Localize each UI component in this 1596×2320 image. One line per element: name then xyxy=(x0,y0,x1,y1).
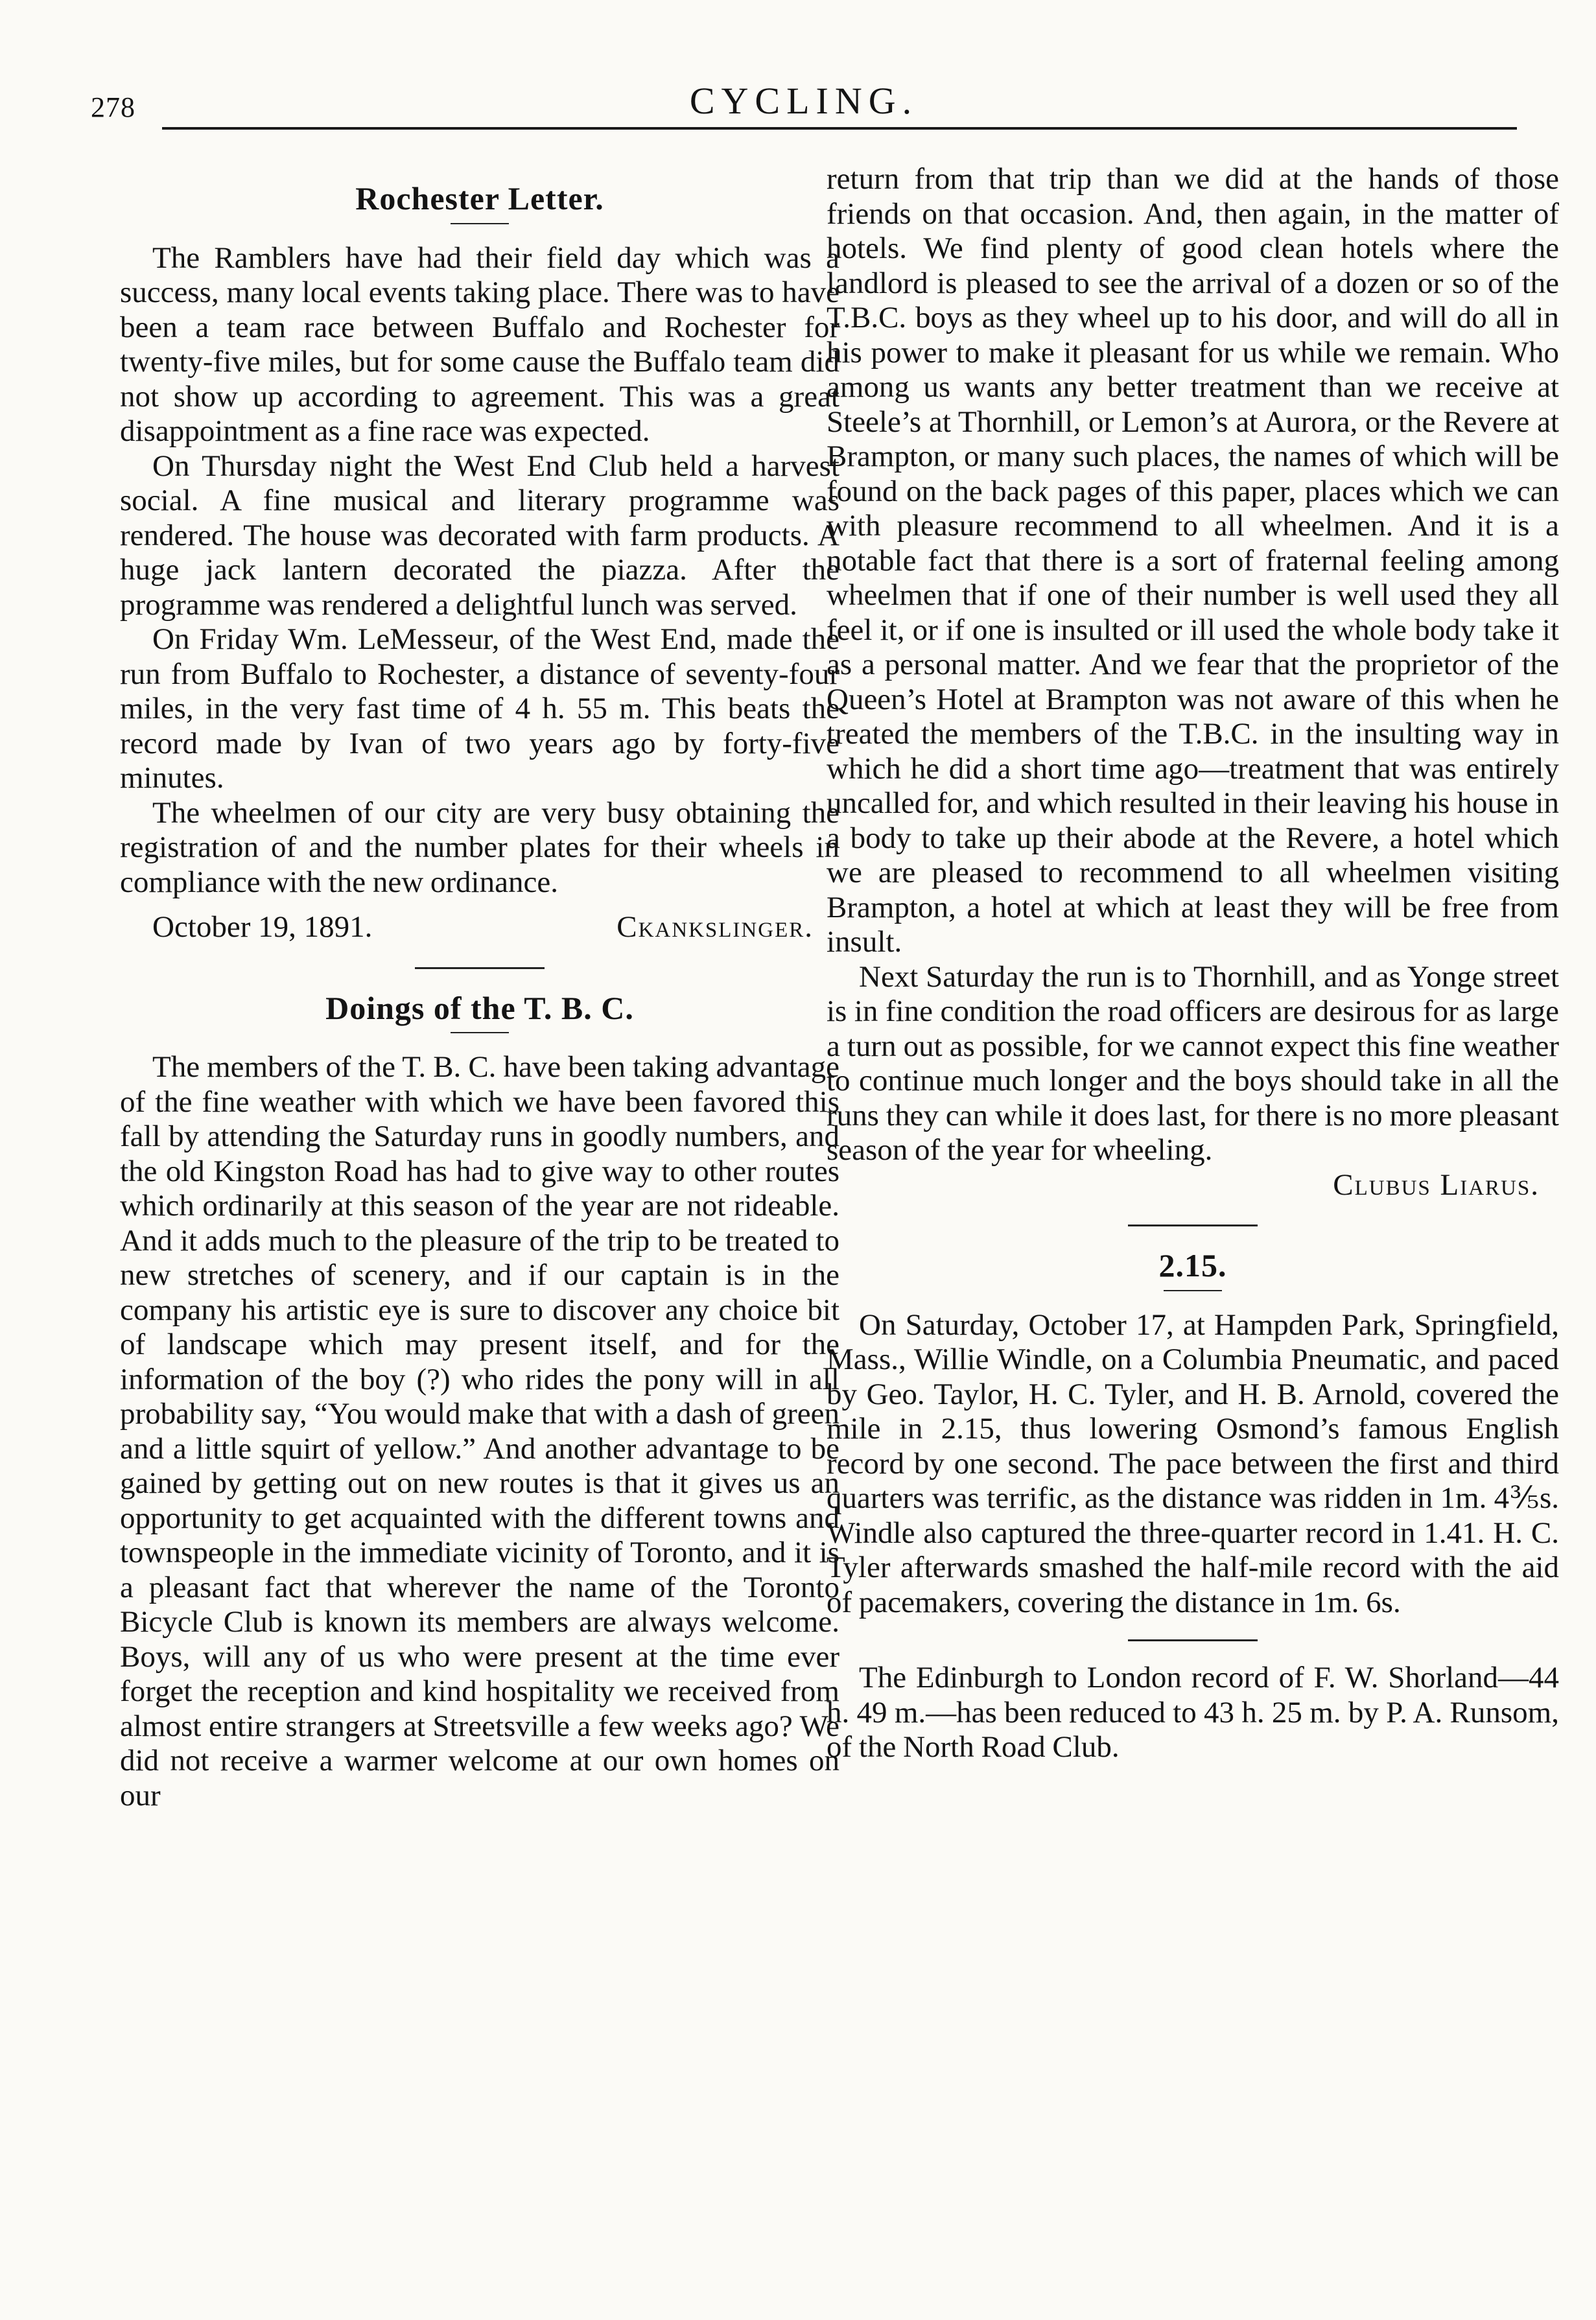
title-divider xyxy=(451,223,509,224)
title-divider xyxy=(1164,1290,1222,1291)
record-paragraph: The Edinburgh to London record of F. W. Shorland—44 h. 49 m.—has been reduced to 43 h. 25 m. by P. A. Runsom, of the North Road Club. xyxy=(827,1661,1559,1764)
title-divider xyxy=(451,1032,509,1033)
header-rule xyxy=(162,127,1517,130)
item-divider xyxy=(1128,1639,1258,1641)
section-divider xyxy=(1128,1224,1258,1226)
section-divider xyxy=(415,967,545,969)
rochester-signoff xyxy=(120,910,839,945)
magazine-title: CYCLING. xyxy=(689,80,919,122)
rochester-signature: Ckankslinger. xyxy=(616,910,814,944)
tbc-paragraph-continued: return from that trip than we did at the hands of those friends on that occasion. And, then again, in the matter of hotels. We find plenty of good clean hotels where the landlord is pleased to see the arrival of a dozen or so of the T.B.C. boys as they wheel up to his door, and will do all in his power to make it pleasant for us while we remain. Who among us wants any better treatment than we receive at Steele’s at Thornhill, or Lemon’s at Aurora, or the Revere at Brampton, or many such places, the names of which will be found on the back pages of this paper, places which we can with pleasure recommend to all wheelmen. And it is a notable fact that there is a sort of fraternal feeling among wheelmen that if one of their number is well used they all feel it, or if one is insulted or ill used the whole body take it as a personal matter. And we fear that the proprietor of the Queen’s Hotel at Brampton was not aware of this when he treated the members of the T.B.C. in the insulting way in which he did a short time ago—treatment that was entirely uncalled for, and which resulted in their leaving his house in a body to take up their abode at the Revere, a hotel which we are pleased to recommend to all wheelmen visiting Brampton, a hotel at which at least they will be free from insult. xyxy=(827,162,1559,959)
record-paragraph: On Saturday, October 17, at Hampden Park, Springfield, Mass., Willie Windle, on a Columbia Pneumatic, and paced by Geo. Taylor, H. C. Tyler, and H. B. Arnold, covered the mile in 2.15, thus lowering Osmond’s famous English record by one second. The pace between the first and third quarters was terrific, as the distance was ridden in 1m. 4⅗s. Windle also captured the three-quarter record in 1.41. H. C. Tyler afterwards smashed the half-mile record with the aid of pacemakers, covering the distance in 1m. 6s. xyxy=(827,1307,1559,1619)
rochester-date: October 19, 1891. xyxy=(152,910,373,944)
tbc-paragraph: Next Saturday the run is to Thornhill, and as Yonge street is in fine condition the road officers are desirous for as large a turn out as possible, for we cannot expect this fine weather to continue much longer and the boys should take in all the runs they can while it does last, for there is no more pleasant season of the year for wheeling. xyxy=(827,959,1559,1167)
rochester-paragraph: On Thursday night the West End Club held a harvest social. A fine musical and literary programme was rendered. The house was decorated with farm products. A huge jack lantern decorated the piazza. After the programme was rendered a delightful lunch was served. xyxy=(120,449,839,622)
left-column xyxy=(120,162,839,2282)
page-number: 278 xyxy=(91,91,135,123)
record-title: 2.15. xyxy=(1158,1247,1227,1283)
tbc-signature: Clubus Liarus. xyxy=(1333,1167,1540,1202)
rochester-paragraph: The wheelmen of our city are very busy obtaining the registration of and the number plates for their wheels in compliance with the new ordinance. xyxy=(120,795,839,899)
page-header xyxy=(91,60,1517,137)
tbc-title: Doings of the T. B. C. xyxy=(325,989,634,1026)
rochester-letter-title: Rochester Letter. xyxy=(355,180,604,217)
rochester-paragraph: On Friday Wm. LeMesseur, of the West End, made the run from Buffalo to Rochester, a distance of seventy-four miles, in the very fast time of 4 h. 55 m. This beats the record made by Ivan of two years ago by forty-five minutes. xyxy=(120,622,839,795)
right-column xyxy=(827,162,1559,2282)
tbc-paragraph: The members of the T. B. C. have been taking advantage of the fine weather with which we have been favored this fall by attending the Saturday runs in goodly numbers, and the old Kingston Road has had to give way to other routes which ordinarily at this season of the year are not rideable. And it adds much to the pleasure of the trip to be treated to new stretches of scenery, and if our captain is in the company his artistic eye is sure to discover any choice bit of landscape which may present itself, and for the information of the boy (?) who rides the pony will in all probability say, “You would make that with a dash of green and a little squirt of yellow.” And another advantage to be gained by getting out on new routes is that it gives us an opportunity to get acquainted with the different towns and townspeople in the immediate vicinity of Toronto, and it is a pleasant fact that wherever the name of the Toronto Bicycle Club is known its members are always welcome. Boys, will any of us who were present at the time ever forget the reception and kind hospitality we received from almost entire strangers at Streetsville a few weeks ago? We did not receive a warmer welcome at our own homes on our xyxy=(120,1050,839,1812)
rochester-paragraph: The Ramblers have had their field day which was a success, many local events taking place. There was to have been a team race between Buffalo and Rochester for twenty-five miles, but for some cause the Buffalo team did not show up according to agreement. This was a great disappointment as a fine race was expected. xyxy=(120,240,839,448)
